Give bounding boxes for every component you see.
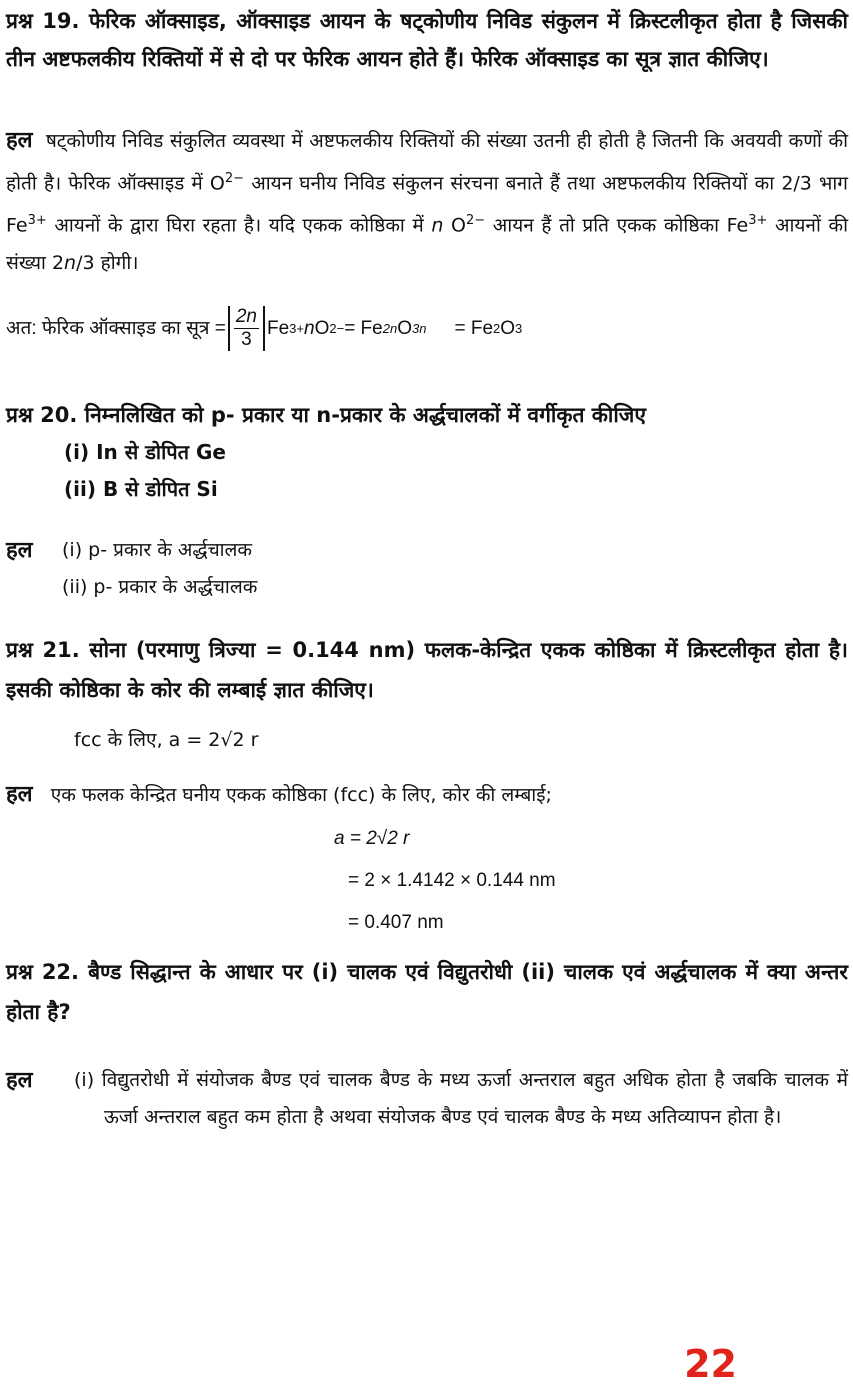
- oxide-charge: 2−: [224, 171, 245, 186]
- question-19: [6, 2, 848, 78]
- answer-19-label: हल: [6, 128, 33, 153]
- n-variable-2: n: [64, 251, 77, 274]
- formula-o2: O: [397, 317, 412, 339]
- answer-19-p3: आयनों के द्वारा घिरा रहता है। यदि एकक कोष्ठिका में: [46, 214, 432, 237]
- question-21: [6, 630, 848, 759]
- answer-20-label: हल: [6, 538, 33, 563]
- answer-21-step-1: a = 2√2 r: [334, 828, 410, 849]
- answer-21-step-2: = 2 × 1.4142 × 0.144 nm: [348, 870, 556, 891]
- formula-n: n: [304, 317, 315, 339]
- formula-sub-3: 3: [515, 321, 523, 336]
- formula-o-charge: 2−: [329, 321, 345, 336]
- answer-20: [6, 532, 848, 606]
- formula-sub-2n: 2n: [382, 321, 398, 336]
- answer-19-p1: षट्कोणीय निविड संकुलित व्यवस्था में अष्टफलकीय रिक्तियों की संख्या उतनी ही होती है जितनी कि अवयवी कणों की होती है। फेरिक ऑक्साइड में O: [6, 130, 848, 195]
- fraction: [228, 306, 265, 351]
- iron-charge-2: 3+: [748, 213, 768, 229]
- answer-20-item-2: (ii) p- प्रकार के अर्द्धचालक: [62, 576, 258, 598]
- answer-19-p5: आयन हैं तो प्रति एकक कोष्ठिका Fe: [485, 214, 749, 237]
- answer-21-text: एक फलक केन्द्रित घनीय एकक कोष्ठिका (fcc) के लिए, कोर की लम्बाई;: [50, 784, 552, 806]
- formula-o3: O: [500, 317, 516, 339]
- question-20-text: निम्नलिखित को p- प्रकार या n-प्रकार के अर्द्धचालकों में वर्गीकृत कीजिए: [84, 403, 646, 427]
- answer-20-item-1: (i) p- प्रकार के अर्द्धचालक: [62, 539, 253, 561]
- n-variable: n: [431, 214, 444, 237]
- question-20-item-1: (i) In से डोपित Ge: [64, 440, 226, 464]
- fraction-numerator: 2n: [235, 306, 257, 327]
- question-22-label: प्रश्न 22.: [6, 960, 80, 984]
- oxide-charge-2: 2−: [466, 213, 486, 229]
- formula-fe-charge: 3+: [289, 321, 304, 336]
- answer-21-step-3: = 0.407 nm: [348, 912, 444, 933]
- formula-eq2: = Fe: [454, 317, 494, 339]
- question-19-label: प्रश्न 19.: [6, 9, 80, 33]
- formula-eq1: = Fe: [344, 317, 383, 339]
- question-21-text: सोना (परमाणु त्रिज्या = 0.144 nm) फलक-केन्द्रित एकक कोष्ठिका में क्रिस्टलीकृत होता है। इसकी कोष्ठिका के कोर की लम्बाई ज्ञात कीजिए।: [6, 638, 848, 702]
- iron-charge: 3+: [27, 213, 47, 229]
- question-21-hint: fcc के लिए, a = 2√2 r: [74, 729, 259, 751]
- answer-19-p7: /3 होगी।: [76, 251, 139, 274]
- answer-22-label: हल: [6, 1068, 33, 1093]
- answer-19-p2: आयन घनीय निविड संकुलन संरचना बनाते हैं तथा अष्टफलकीय रिक्तियों का 2/3 भाग Fe: [6, 172, 848, 237]
- question-19-text: फेरिक ऑक्साइड, ऑक्साइड आयन के षट्कोणीय निविड संकुलन में क्रिस्टलीकृत होता है जिसकी तीन अष्टफलकीय रिक्तियों में से दो पर फेरिक आयन होते हैं। फेरिक ऑक्साइड का सूत्र ज्ञात कीजिए।: [6, 9, 848, 71]
- answer-21-label: हल: [6, 782, 33, 807]
- question-22: [6, 952, 848, 1032]
- formula-fe: Fe: [266, 317, 290, 339]
- answer-22: [6, 1062, 848, 1136]
- question-22-text: बैण्ड सिद्धान्त के आधार पर (i) चालक एवं विद्युतरोधी (ii) चालक एवं अर्द्धचालक में क्या अन्तर होता है?: [6, 960, 848, 1024]
- question-21-label: प्रश्न 21.: [6, 638, 80, 662]
- formula-prefix: अत: फेरिक ऑक्साइड का सूत्र =: [6, 318, 226, 339]
- formula-o: O: [314, 317, 330, 339]
- answer-19: [6, 122, 848, 282]
- page-number: 22: [684, 1342, 737, 1386]
- answer-22-text: (i) विद्युतरोधी में संयोजक बैण्ड एवं चालक बैण्ड के मध्य ऊर्जा अन्तराल बहुत अधिक होता है जबकि चालक में ऊर्जा अन्तराल बहुत कम होता है अथवा संयोजक बैण्ड एवं चालक बैण्ड के मध्य अतिव्यापन होता है।: [74, 1069, 848, 1128]
- answer-19-p4: O: [443, 214, 467, 237]
- formula-sub-2: 2: [493, 321, 501, 336]
- question-20-item-2: (ii) B से डोपित Si: [64, 477, 218, 501]
- formula-sub-3n: 3n: [412, 321, 427, 336]
- answer-19-p6: आयनों की संख्या 2: [6, 214, 848, 274]
- formula-19: [6, 306, 848, 351]
- question-20: [6, 396, 848, 508]
- question-20-label: प्रश्न 20.: [6, 403, 78, 427]
- answer-21: [6, 776, 848, 944]
- fraction-denominator: 3: [241, 329, 252, 350]
